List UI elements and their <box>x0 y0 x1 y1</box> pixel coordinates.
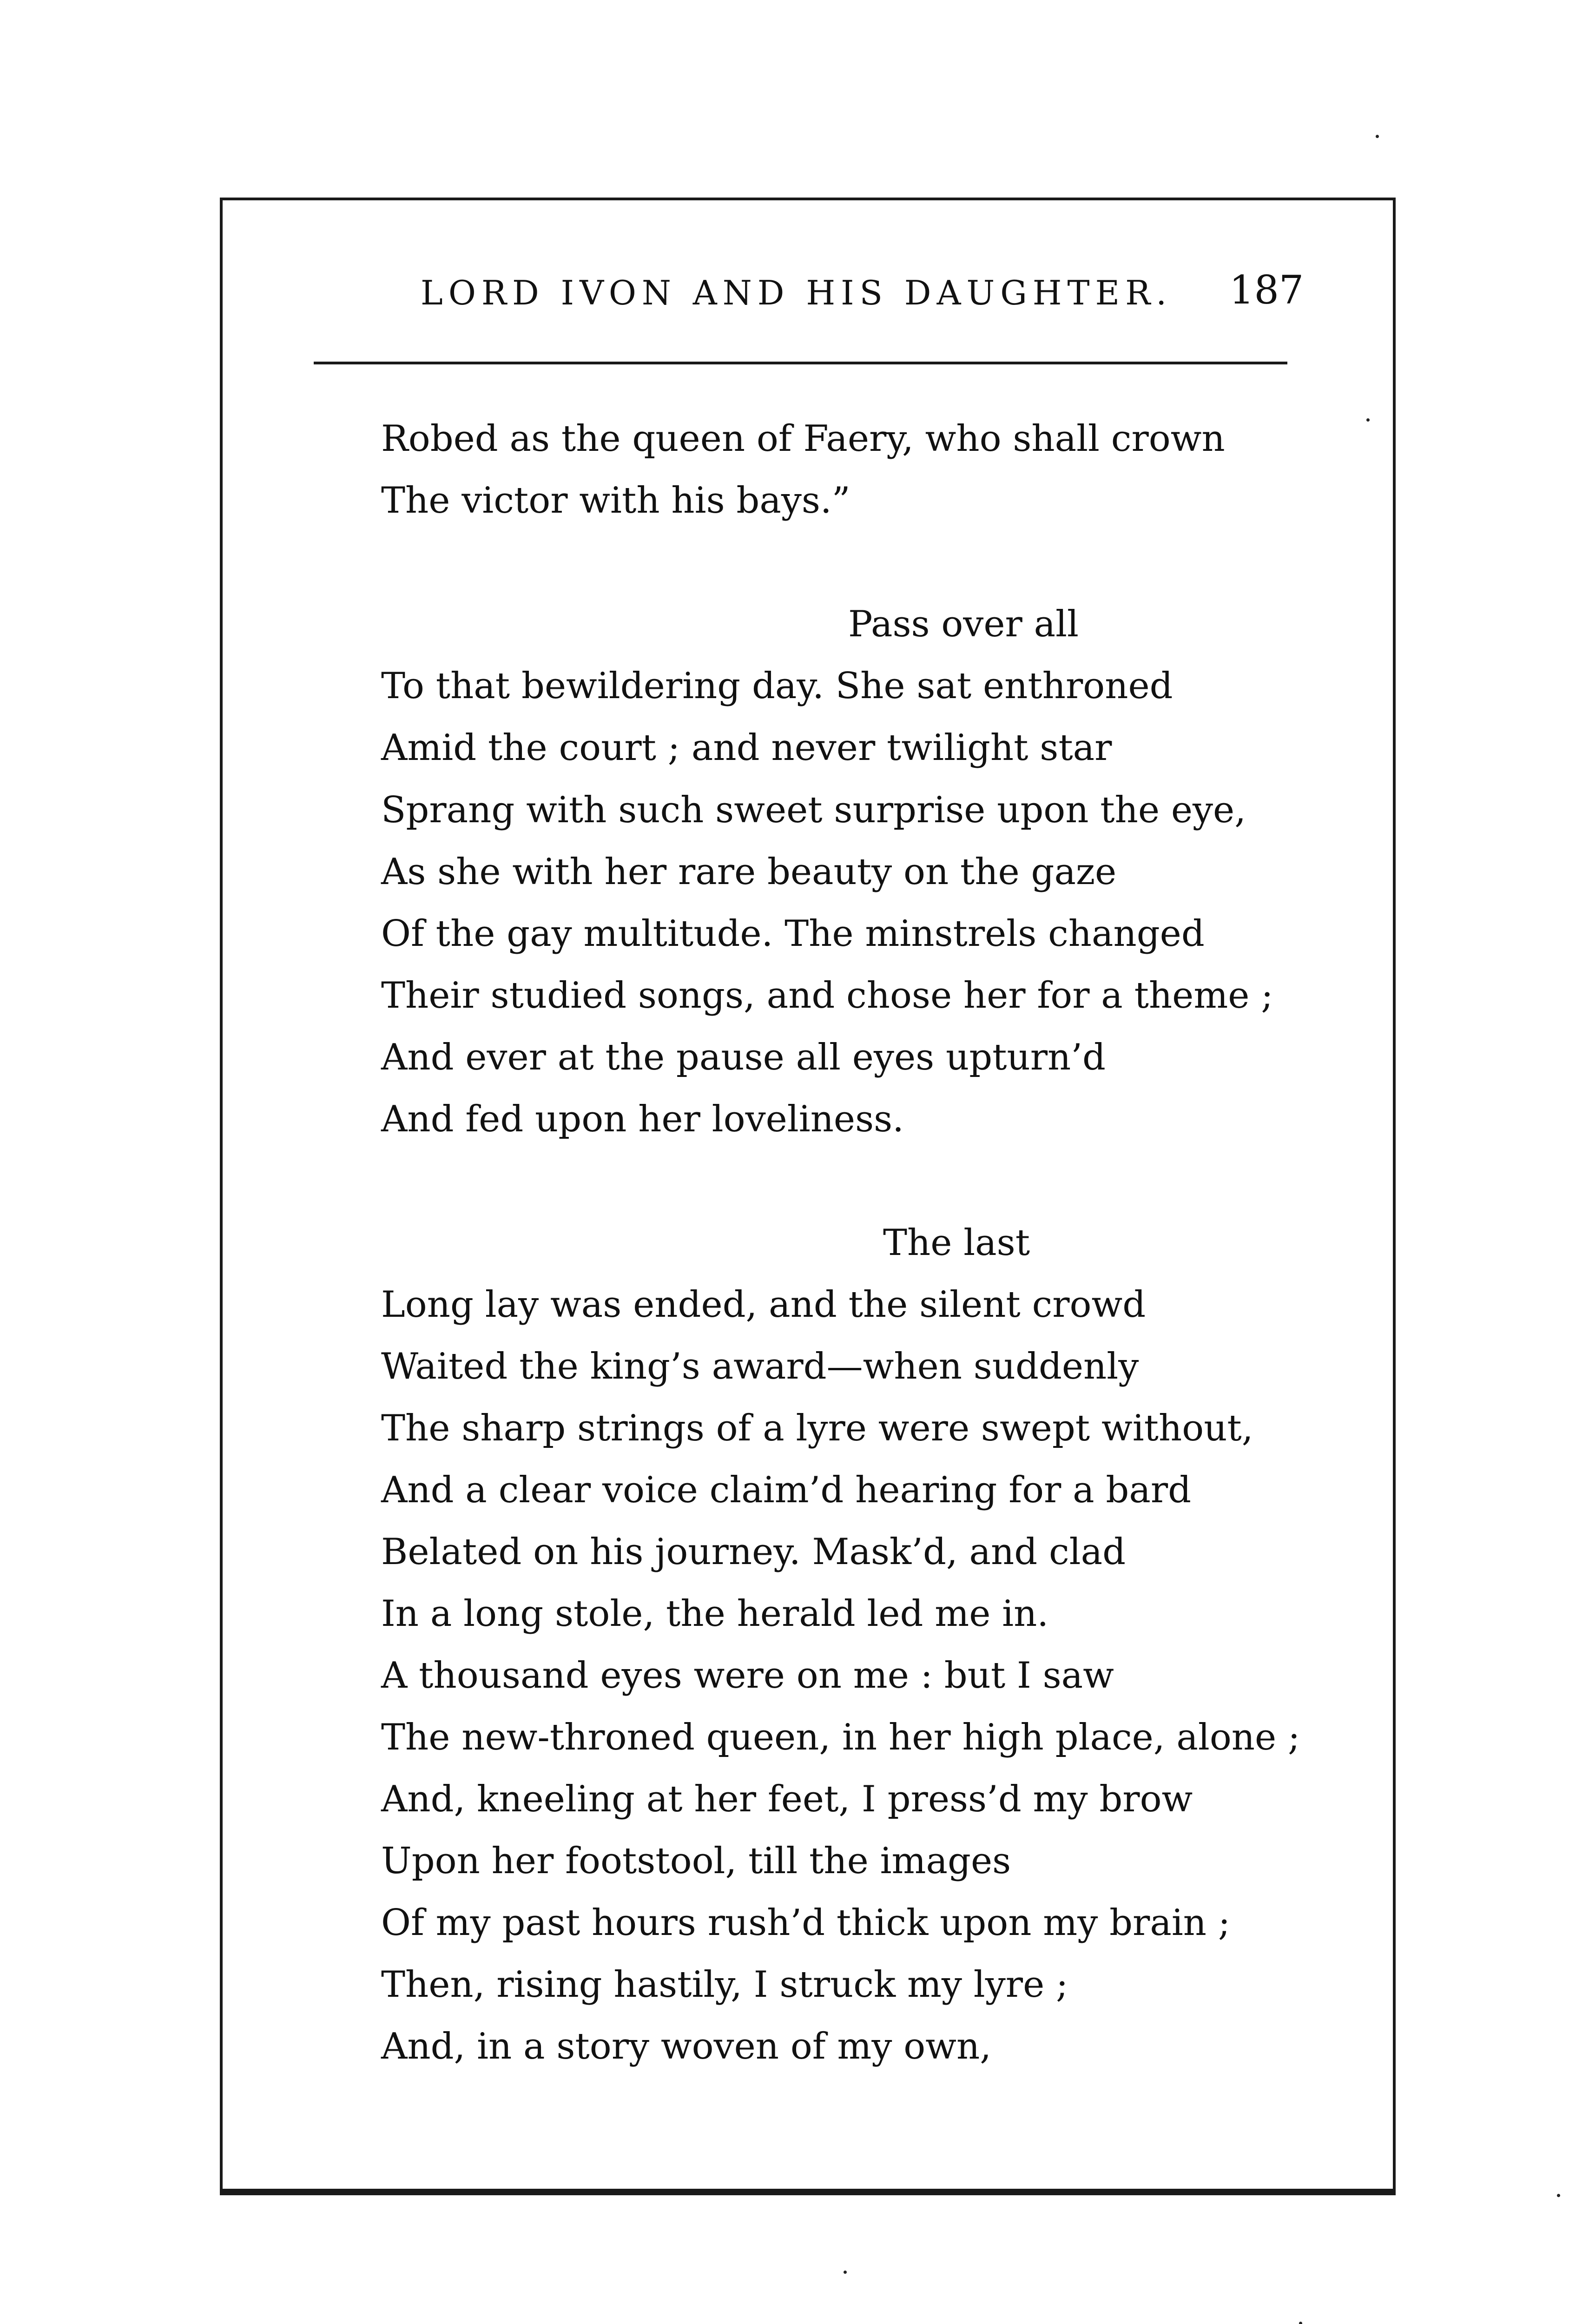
poem-line: To that bewildering day. She sat enthroned <box>381 665 1173 707</box>
poem-line: The sharp strings of a lyre were swept without, <box>381 1407 1253 1449</box>
poem-line: Long lay was ended, and the silent crowd <box>381 1284 1146 1326</box>
poem-line: As she with her rare beauty on the gaze <box>381 851 1117 893</box>
header-rule <box>314 362 1287 364</box>
poem-line: And, kneeling at her feet, I press’d my brow <box>381 1778 1193 1820</box>
running-title: LORD IVON AND HIS DAUGHTER. <box>421 273 1173 312</box>
scan-speck <box>1557 2194 1560 2197</box>
poem-line: Of the gay multitude. The minstrels changed <box>381 913 1205 955</box>
scan-speck <box>844 2271 847 2274</box>
poem-line: Pass over all <box>848 603 1079 645</box>
poem-line: And, in a story woven of my own, <box>381 2026 992 2067</box>
poem-line: And fed upon her loveliness. <box>381 1098 904 1140</box>
poem-line: Belated on his journey. Mask’d, and clad <box>381 1531 1126 1573</box>
poem-line: Robed as the queen of Faery, who shall crown <box>381 418 1225 460</box>
poem-line: And a clear voice claim’d hearing for a bard <box>381 1469 1192 1511</box>
scan-speck <box>1376 135 1379 138</box>
poem-line: Their studied songs, and chose her for a theme ; <box>381 975 1273 1017</box>
page-number: 187 <box>1229 267 1304 313</box>
poem-line: A thousand eyes were on me : but I saw <box>381 1655 1114 1697</box>
poem-line: The new-throned queen, in her high place, alone ; <box>381 1717 1300 1758</box>
poem-line: Waited the king’s award—when suddenly <box>381 1346 1139 1387</box>
scan-speck <box>1366 418 1370 422</box>
poem-line: Of my past hours rush’d thick upon my brain ; <box>381 1902 1231 1944</box>
scan-speck <box>1299 2322 1302 2324</box>
poem-line: And ever at the pause all eyes upturn’d <box>381 1037 1106 1078</box>
poem-line: Sprang with such sweet surprise upon the eye, <box>381 789 1246 831</box>
poem-line: In a long stole, the herald led me in. <box>381 1593 1049 1635</box>
poem-line: Amid the court ; and never twilight star <box>381 727 1112 769</box>
poem-line: Then, rising hastily, I struck my lyre ; <box>381 1964 1068 2006</box>
poem-line: The victor with his bays.” <box>381 480 850 522</box>
poem-line: The last <box>883 1222 1030 1264</box>
poem-line: Upon her footstool, till the images <box>381 1840 1011 1882</box>
